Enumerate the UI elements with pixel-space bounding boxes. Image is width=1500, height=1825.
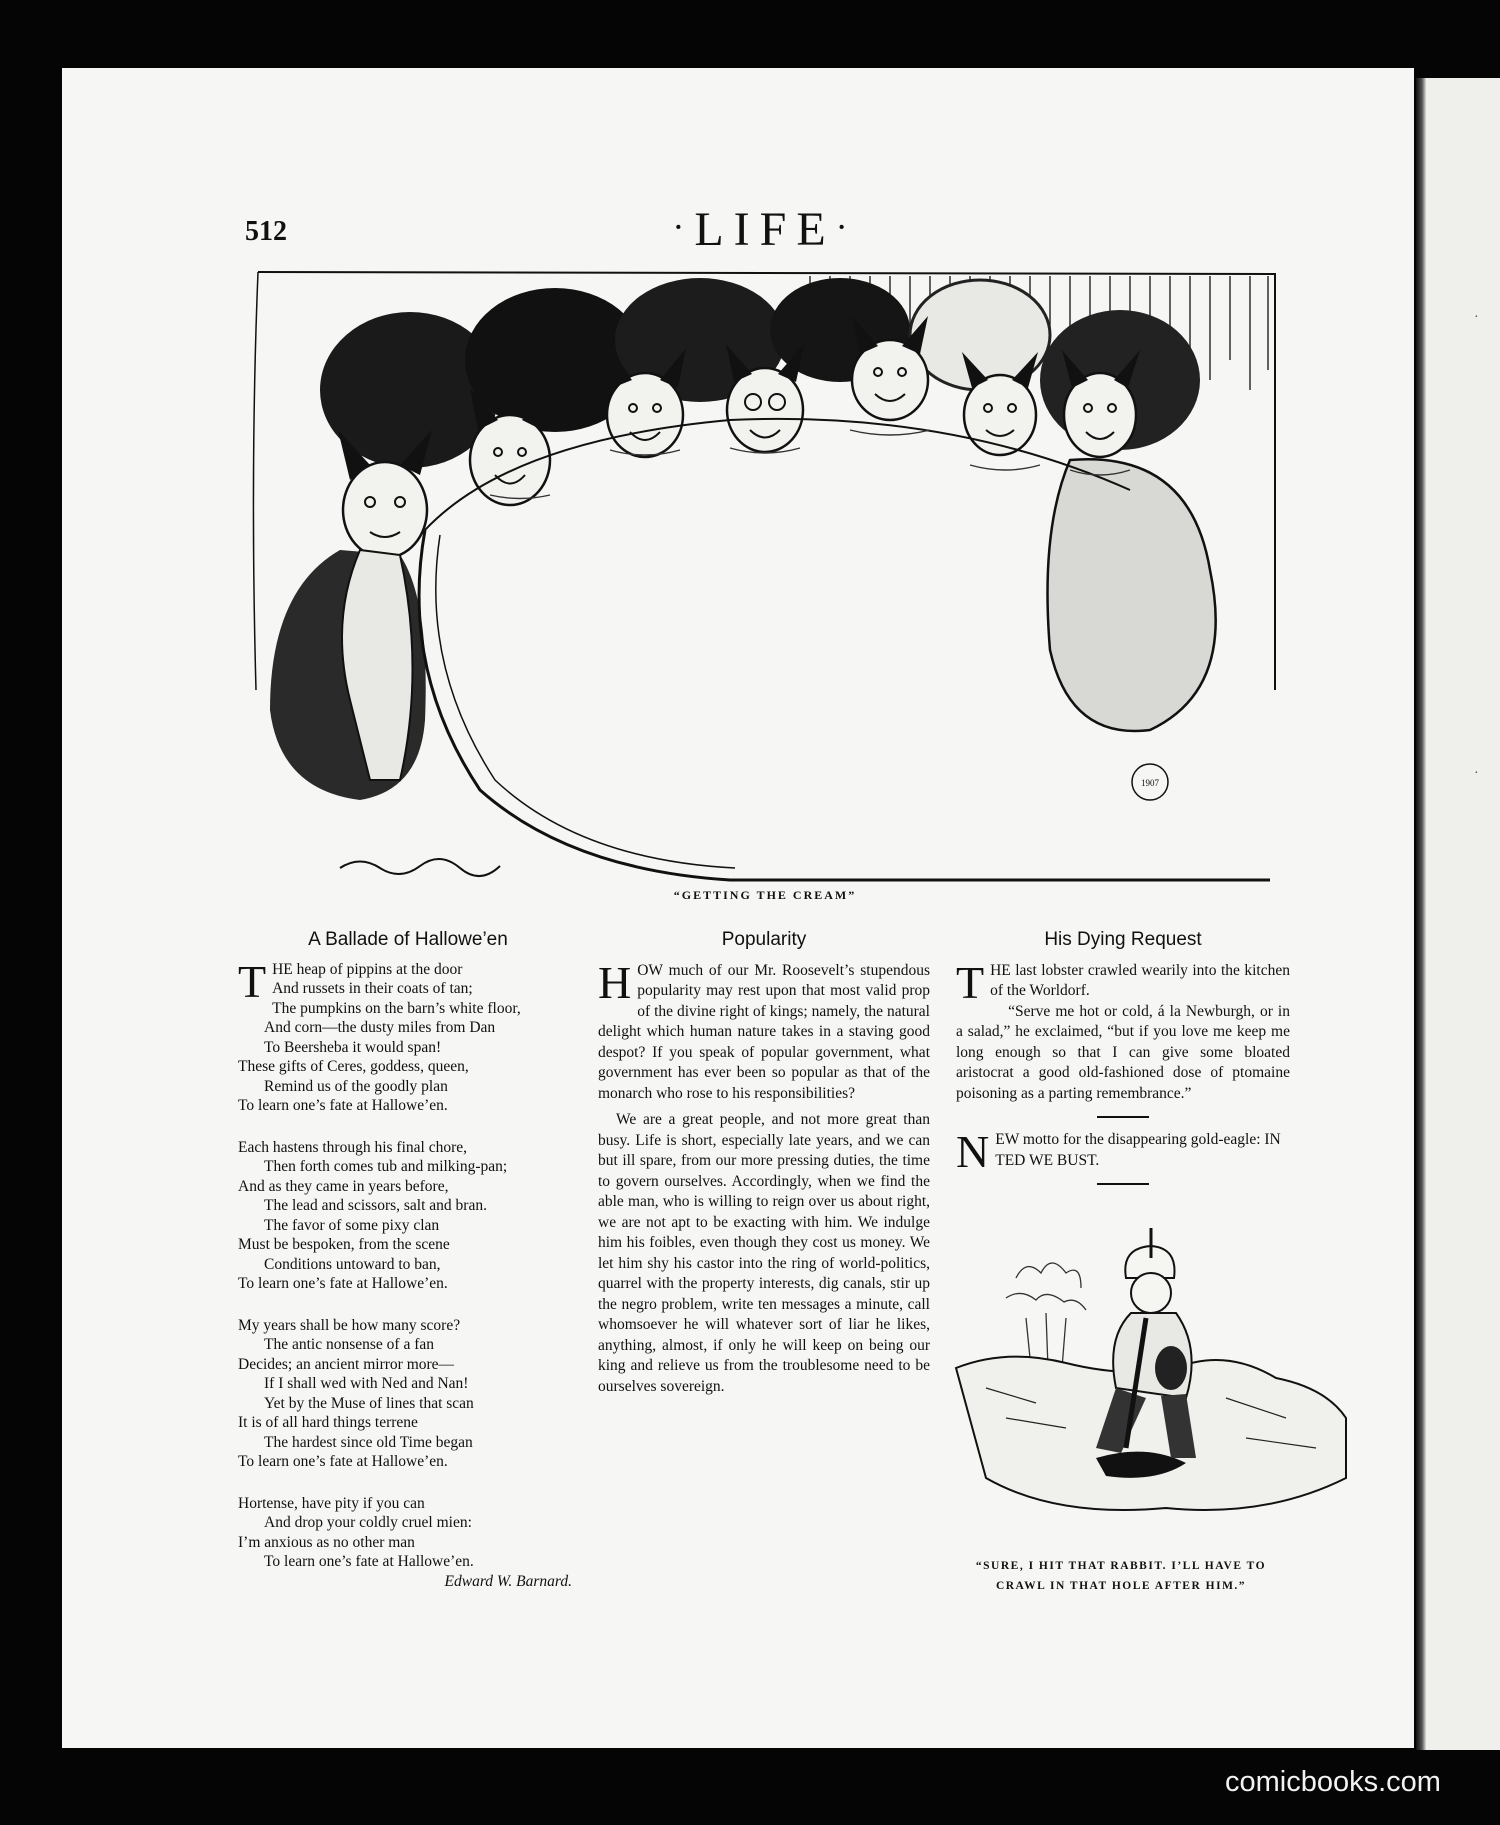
section-rule bbox=[1097, 1116, 1149, 1118]
svg-text:1907: 1907 bbox=[1141, 778, 1159, 788]
dying-request-paragraph-1-text: HE last lobster crawled wearily into the kitchen of the Worldorf. bbox=[990, 961, 1290, 999]
dying-request-paragraph-1 bbox=[956, 956, 1290, 1008]
poem-line: And corn—the dusty miles from Dan bbox=[264, 1019, 496, 1036]
ballade-signature: Edward W. Barnard. bbox=[444, 1572, 572, 1590]
poem-line-text: HE heap of pippins at the door bbox=[272, 960, 463, 978]
poem-line: And drop your coldly cruel mien: bbox=[264, 1514, 472, 1531]
poem-line: To learn one’s fate at Hallowe’en. bbox=[264, 1553, 474, 1570]
dying-request-paragraph-2: “Serve me hot or cold, á la Newburgh, or in a salad,” he exclaimed, “but if you love me keep me long enough so that I can give some bloated aristocrat a good old-fashioned dose of ptomaine poisoning as a parting remembrance.” bbox=[956, 1002, 1290, 1102]
watermark: comicbooks.com bbox=[1225, 1766, 1441, 1798]
ballade-stanza bbox=[238, 1138, 578, 1294]
poem-line: And russets in their coats of tan; bbox=[272, 980, 473, 997]
popularity-paragraph-2: We are a great people, and not more great than busy. Life is short, especially late years, and we can but ill spare, from our more pressing duties, the time to govern ourselves. Accordingly, when we find the able man, who is willing to reign over us about right, we are not apt to be exacting with him. We indulge him his foibles, even though they cost us money. We let him shy his castor into the ring of world-politics, quarrel with the property interests, dig canals, stir up the negro problem, write ten messages a minute, call whomsoever he will whatever sort of liar he likes, anything, almost, if only he will keep on being our king and relieve us from the troublesome need to be ourselves sovereign. bbox=[598, 1111, 930, 1395]
poem-line: These gifts of Ceres, goddess, queen, bbox=[238, 1058, 469, 1075]
cartoon-caption: “GETTING THE CREAM” bbox=[673, 888, 857, 902]
spot-illustration bbox=[946, 1218, 1356, 1536]
drop-cap: H bbox=[598, 956, 632, 1008]
poem-line: Hortense, have pity if you can bbox=[238, 1494, 425, 1512]
ballade-title: A Ballade of Hallowe’en bbox=[308, 929, 508, 950]
poem-line: Each hastens through his final chore, bbox=[238, 1138, 467, 1156]
cartoon-getting-the-cream bbox=[250, 270, 1280, 890]
poem-line: My years shall be how many score? bbox=[238, 1316, 461, 1334]
facing-page-edge bbox=[1416, 78, 1500, 1750]
poem-line: If I shall wed with Ned and Nan! bbox=[264, 1375, 469, 1392]
page-number: 512 bbox=[245, 216, 287, 247]
masthead: ·LIFE· bbox=[672, 203, 858, 256]
spot-caption-line-2: CRAWL IN THAT HOLE AFTER HIM.” bbox=[995, 1580, 1247, 1592]
dying-request-column bbox=[956, 930, 1290, 1197]
drop-cap: N bbox=[956, 1126, 990, 1177]
masthead-title: LIFE bbox=[694, 203, 836, 256]
drop-cap: T bbox=[956, 956, 985, 1008]
section-rule bbox=[1097, 1183, 1149, 1185]
poem-line: Remind us of the goodly plan bbox=[264, 1077, 448, 1095]
cartoon-illustration bbox=[250, 270, 1280, 890]
popularity-paragraph-1-text: OW much of our Mr. Roosevelt’s stupendous popularity may rest upon that most valid prop of the divine right of kings; namely, the natural delight which human nature takes in a staving good despot? If you speak of popular government, what government has ever been so popular as that of the monarch who rose to his responsibilities? bbox=[598, 961, 930, 1102]
poem-line: Conditions untoward to ban, bbox=[264, 1255, 441, 1273]
popularity-column bbox=[598, 930, 930, 1397]
motto-text: EW motto for the disappearing gold-eagle: IN TED WE BUST. bbox=[995, 1131, 1281, 1169]
spot-caption-line-1: “SURE, I HIT THAT RABBIT. I’LL HAVE TO bbox=[975, 1560, 1267, 1572]
poem-line: The lead and scissors, salt and bran. bbox=[264, 1197, 487, 1214]
poem-line: The favor of some pixy clan bbox=[264, 1216, 440, 1234]
ballade-envoi bbox=[238, 1494, 578, 1592]
poem-line: To learn one’s fate at Hallowe’en. bbox=[238, 1453, 448, 1470]
poem-line: It is of all hard things terrene bbox=[238, 1414, 418, 1431]
dying-request-title: His Dying Request bbox=[1044, 929, 1202, 950]
ballade-column bbox=[238, 930, 578, 1591]
poem-line: The hardest since old Time began bbox=[264, 1433, 473, 1451]
ballade-stanza bbox=[238, 955, 578, 1116]
page-gutter bbox=[1416, 78, 1426, 1750]
poem-line: Then forth comes tub and milking-pan; bbox=[264, 1158, 508, 1175]
poem-line: To learn one’s fate at Hallowe’en. bbox=[238, 1097, 448, 1114]
poem-line: The pumpkins on the barn’s white floor, bbox=[272, 999, 521, 1017]
poem-line: To Beersheba it would span! bbox=[264, 1038, 442, 1056]
popularity-paragraph-1 bbox=[598, 956, 930, 1105]
poem-line: I’m anxious as no other man bbox=[238, 1533, 415, 1551]
poem-line: Decides; an ancient mirror more— bbox=[238, 1355, 455, 1373]
facing-page-mark: · bbox=[1474, 310, 1479, 325]
motto-paragraph bbox=[956, 1126, 1290, 1177]
poem-line: Must be bespoken, from the scene bbox=[238, 1236, 450, 1253]
facing-page-mark: · bbox=[1474, 766, 1479, 781]
spot-cartoon-rabbit bbox=[946, 1218, 1356, 1536]
poem-line: To learn one’s fate at Hallowe’en. bbox=[238, 1275, 448, 1292]
popularity-title: Popularity bbox=[721, 929, 807, 950]
poem-line: Yet by the Muse of lines that scan bbox=[264, 1394, 474, 1412]
poem-line: The antic nonsense of a fan bbox=[264, 1336, 435, 1353]
spot-cartoon-caption bbox=[946, 1556, 1296, 1596]
ballade-stanza bbox=[238, 1316, 578, 1472]
poem-line: And as they came in years before, bbox=[238, 1177, 449, 1195]
drop-cap: T bbox=[238, 955, 267, 1007]
